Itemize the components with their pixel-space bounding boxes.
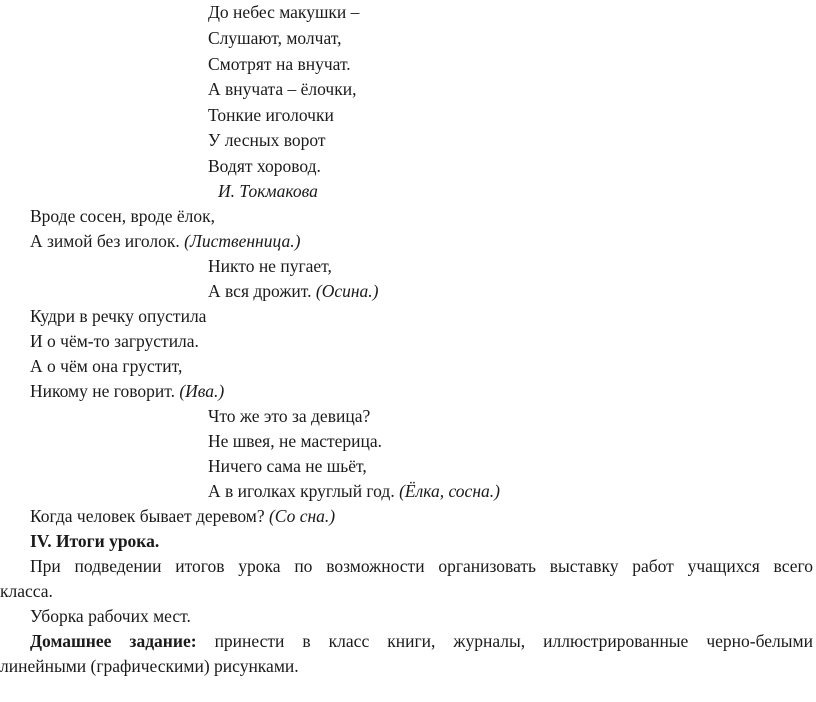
riddle-line — [30, 381, 224, 401]
poem-line: Водят хоровод. — [208, 156, 321, 176]
poem-author: И. Токмакова — [218, 181, 318, 201]
riddle-answer: (Лиственница.) — [184, 231, 301, 251]
riddle-line — [208, 281, 379, 301]
word: класс — [328, 631, 370, 651]
riddle-text: А вся дрожит. — [208, 281, 312, 301]
word: возможности — [326, 556, 425, 576]
riddle-answer: (Осина.) — [315, 281, 379, 301]
word: выставку — [549, 556, 619, 576]
riddle-text: А в иголках круглый год. — [208, 481, 395, 501]
word: учащихся — [687, 556, 760, 576]
riddle-text: Никому не говорит. — [30, 381, 175, 401]
word: задание: — [129, 631, 197, 651]
poem-line: У лесных ворот — [208, 130, 326, 150]
riddle-line — [30, 506, 335, 526]
word: работ — [632, 556, 674, 576]
riddle-answer: (Ива.) — [179, 381, 225, 401]
word: по — [294, 556, 313, 576]
word: При — [30, 556, 61, 576]
riddle-line: Ничего сама не шьёт, — [208, 456, 367, 476]
riddle-answer: (Со сна.) — [268, 506, 336, 526]
riddle-line: А о чём она грустит, — [30, 356, 183, 376]
riddle-line: Не швея, не мастерица. — [208, 431, 383, 451]
poem-line: Слушают, молчат, — [208, 28, 342, 48]
riddle-line: Кудри в речку опустила — [30, 306, 207, 326]
word: всего — [773, 556, 813, 576]
word: иллюстрированные — [543, 631, 689, 651]
riddle-line — [30, 231, 300, 251]
homework-line — [30, 631, 813, 651]
riddle-line — [208, 481, 500, 501]
paragraph-line: Уборка рабочих мест. — [30, 606, 191, 626]
riddle-text: Когда человек бывает деревом? — [30, 506, 265, 526]
riddle-line: Что же это за девица? — [208, 406, 371, 426]
word: журналы, — [453, 631, 526, 651]
poem-line: А внучата – ёлочки, — [208, 79, 357, 99]
word: итогов — [175, 556, 225, 576]
poem-line: Смотрят на внучат. — [208, 54, 351, 74]
word: Домашнее — [30, 631, 112, 651]
paragraph-line: класса. — [0, 581, 53, 601]
homework-line: линейными (графическими) рисунками. — [0, 656, 299, 676]
word: организовать — [438, 556, 537, 576]
word: подведении — [74, 556, 162, 576]
word: урока — [238, 556, 281, 576]
word: черно-белыми — [706, 631, 813, 651]
riddle-line: Вроде сосен, вроде ёлок, — [30, 206, 215, 226]
poem-line: До небес макушки – — [208, 2, 360, 22]
section-heading: IV. Итоги урока. — [30, 531, 160, 551]
word: в — [302, 631, 311, 651]
riddle-text: А зимой без иголок. — [30, 231, 180, 251]
word: принести — [214, 631, 285, 651]
riddle-line: Никто не пугает, — [208, 256, 332, 276]
poem-line: Тонкие иголочки — [208, 105, 334, 125]
riddle-line: И о чём-то загрустила. — [30, 331, 199, 351]
word: книги, — [387, 631, 436, 651]
paragraph-line — [30, 556, 813, 576]
riddle-answer: (Ёлка, сосна.) — [399, 481, 500, 501]
